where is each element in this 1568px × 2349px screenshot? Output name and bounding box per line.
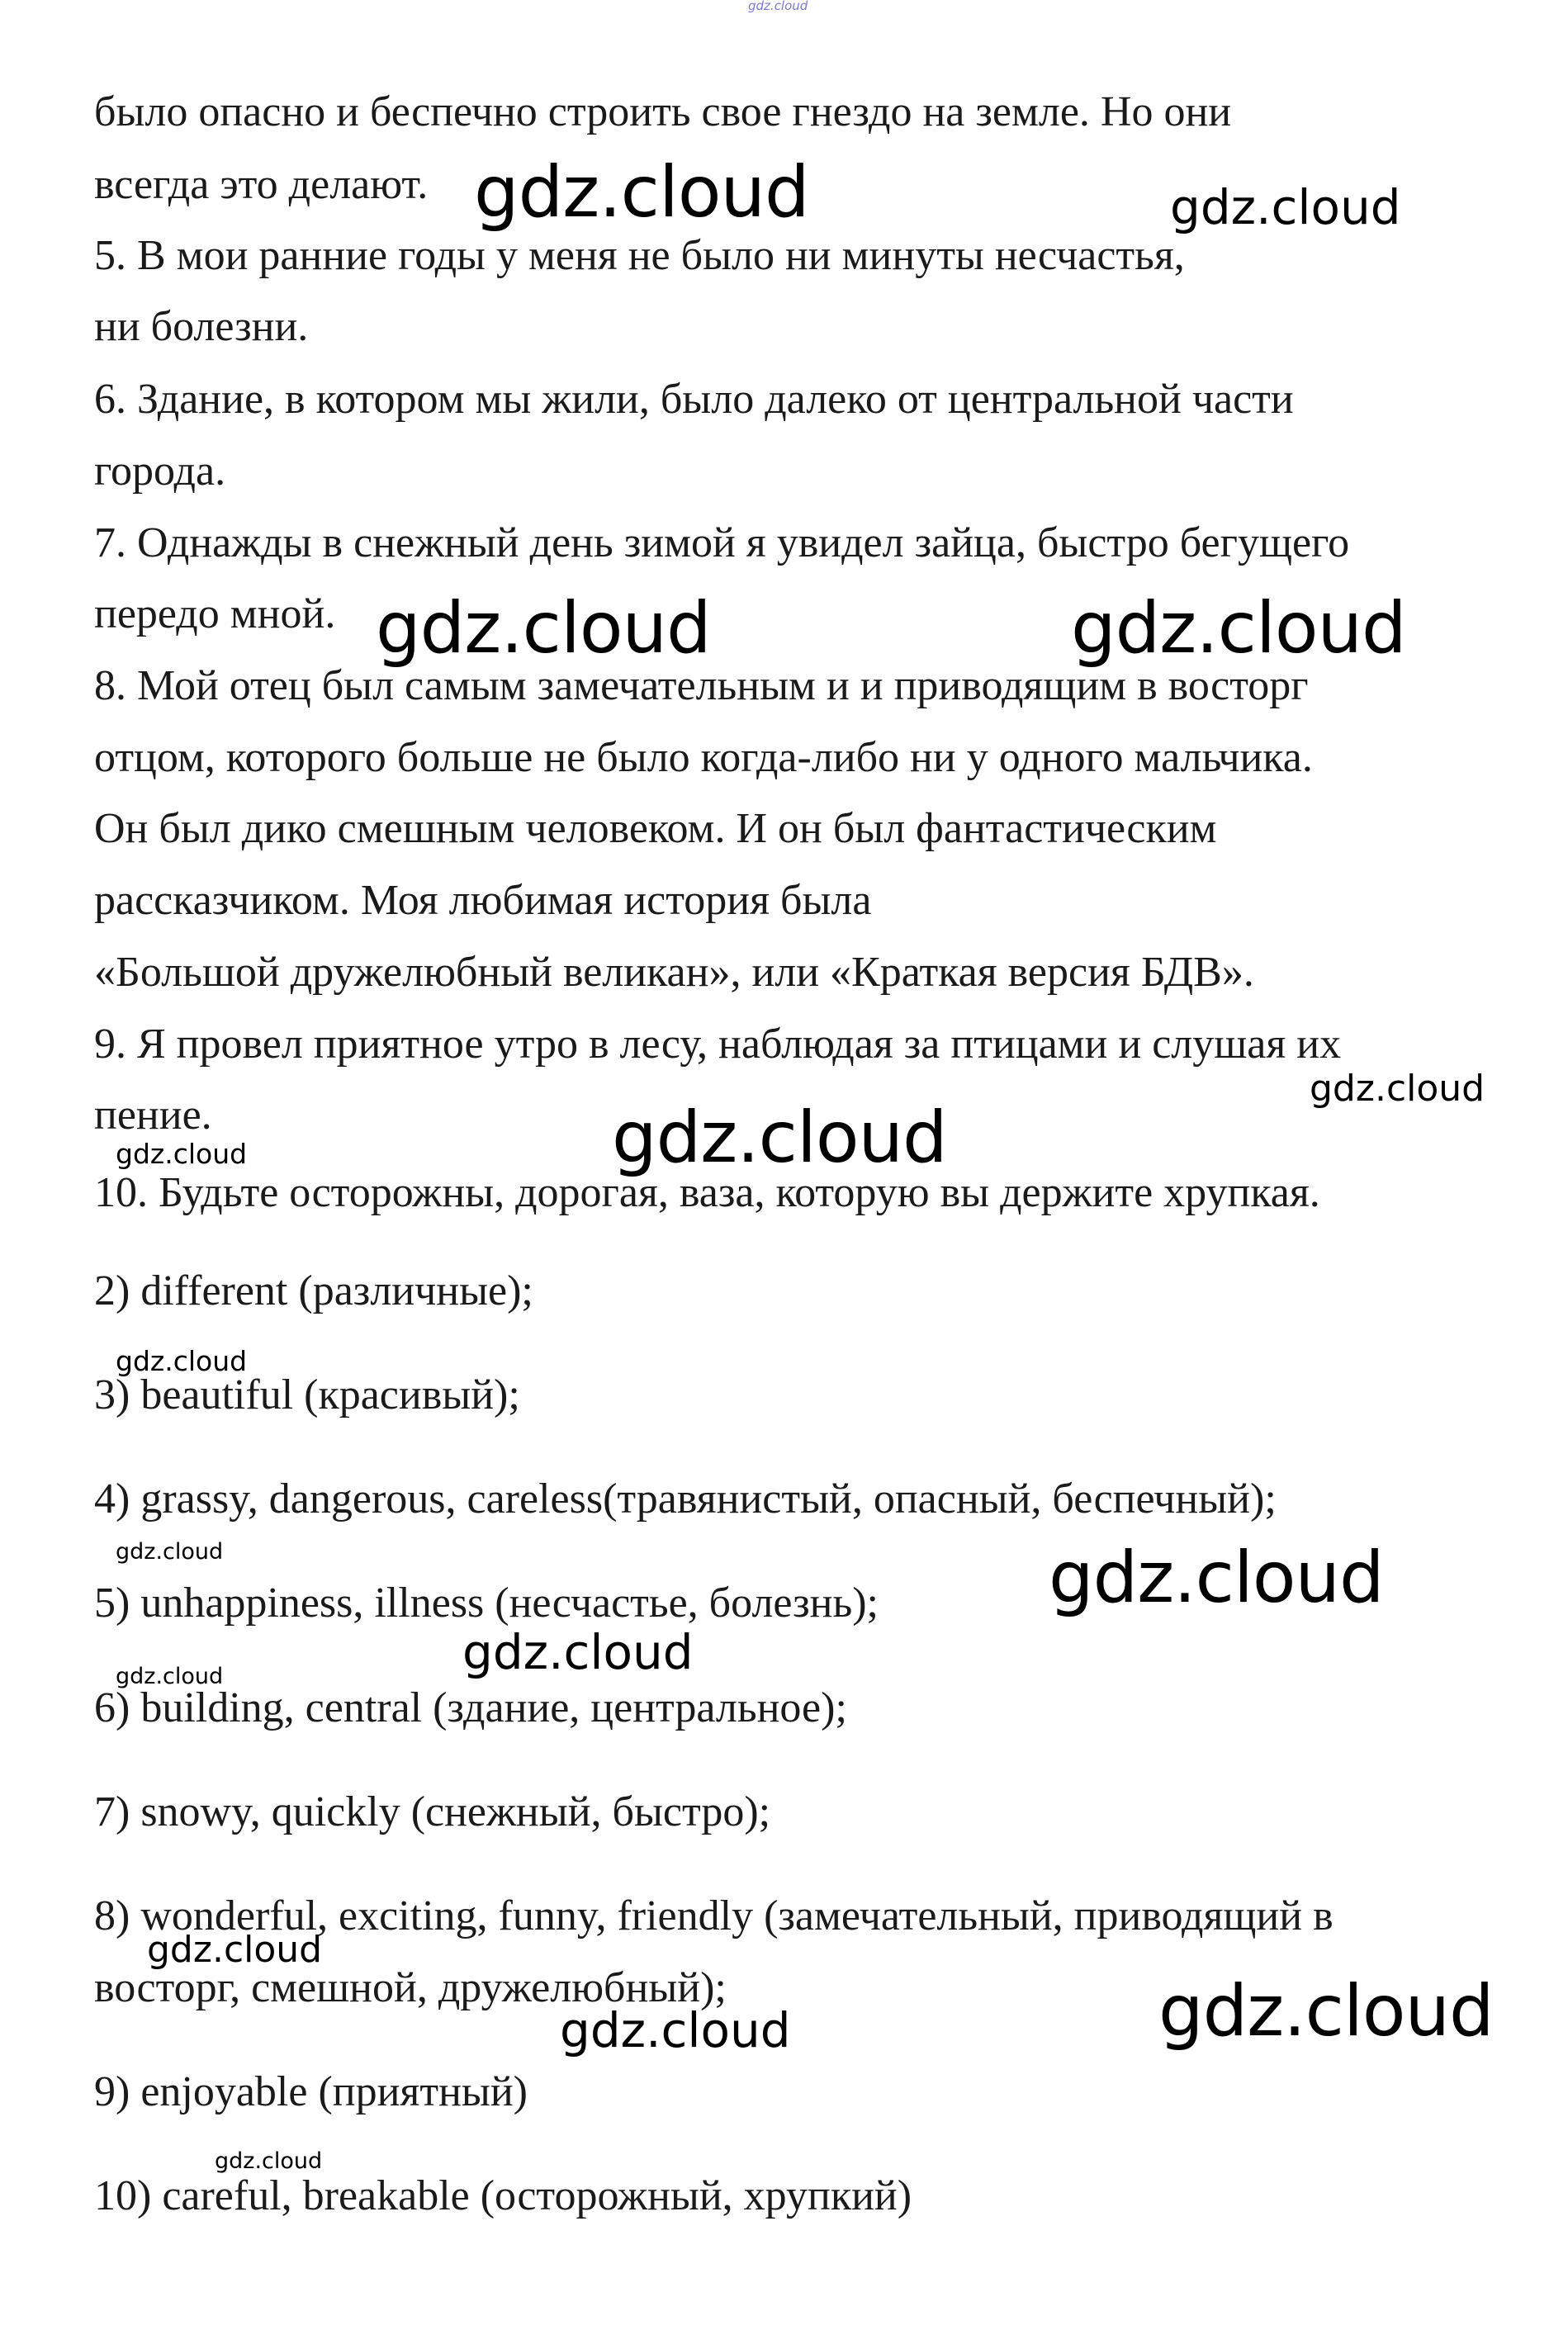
watermark: gdz.cloud	[462, 1624, 694, 1680]
answer-line: 6) building, central (здание, центральное);	[94, 1684, 847, 1731]
header-site-mark: gdz.cloud	[748, 0, 808, 13]
translation-line: было опасно и беспечно строить свое гнездо на земле. Но они	[94, 88, 1232, 135]
translation-line: 10. Будьте осторожны, дорогая, ваза, которую вы держите хрупкая.	[94, 1169, 1320, 1216]
translation-line: 6. Здание, в котором мы жили, было далеко от центральной части	[94, 376, 1294, 423]
translation-line: 5. В мои ранние годы у меня не было ни минуты несчастья,	[94, 232, 1185, 279]
translation-line: ни болезни.	[94, 303, 309, 350]
translation-line: 7. Однажды в снежный день зимой я увидел зайца, быстро бегущего	[94, 519, 1350, 566]
translation-line: 9. Я провел приятное утро в лесу, наблюдая за птицами и слушая их	[94, 1021, 1342, 1068]
translation-line: передо мной.	[94, 590, 336, 637]
answer-line: 3) beautiful (красивый);	[94, 1371, 520, 1418]
watermark: gdz.cloud	[612, 1096, 947, 1179]
answer-line: восторг, смешной, дружелюбный);	[94, 1964, 727, 2011]
answer-line: 8) wonderful, exciting, funny, friendly (замечательный, приводящий в	[94, 1892, 1334, 1939]
watermark: gdz.cloud	[560, 2002, 791, 2058]
translation-line: Он был дико смешным человеком. И он был фантастическим	[94, 805, 1217, 852]
answer-line: 10) careful, breakable (осторожный, хрупкий)	[94, 2172, 912, 2219]
answer-line: 9) enjoyable (приятный)	[94, 2068, 528, 2115]
translation-line: отцом, которого больше не было когда-либо ни у одного мальчика.	[94, 734, 1313, 781]
watermark: gdz.cloud	[116, 1664, 224, 1689]
watermark: gdz.cloud	[376, 587, 711, 670]
translation-line: города.	[94, 448, 226, 495]
watermark: gdz.cloud	[1310, 1068, 1485, 1110]
translation-line: рассказчиком. Моя любимая история была	[94, 877, 872, 924]
watermark: gdz.cloud	[1071, 587, 1406, 670]
answer-line: 7) snowy, quickly (снежный, быстро);	[94, 1788, 771, 1835]
translation-line: всегда это делают.	[94, 161, 429, 208]
watermark: gdz.cloud	[116, 1539, 224, 1565]
answer-line: 5) unhappiness, illness (несчастье, болезнь);	[94, 1579, 879, 1627]
watermark: gdz.cloud	[116, 1345, 248, 1377]
watermark: gdz.cloud	[116, 1138, 248, 1170]
watermark: gdz.cloud	[474, 151, 809, 234]
translation-line: «Большой дружелюбный великан», или «Краткая версия БДВ».	[94, 949, 1254, 996]
answer-line: 2) different (различные);	[94, 1267, 533, 1314]
translation-line: 8. Мой отец был самым замечательным и и приводящим в восторг	[94, 662, 1309, 709]
translation-line: пение.	[94, 1092, 212, 1139]
watermark: gdz.cloud	[215, 2148, 323, 2174]
watermark: gdz.cloud	[147, 1929, 323, 1971]
watermark: gdz.cloud	[1049, 1537, 1384, 1619]
watermark: gdz.cloud	[1170, 179, 1401, 235]
watermark: gdz.cloud	[1158, 1970, 1494, 2053]
answer-line: 4) grassy, dangerous, careless(травянистый, опасный, беспечный);	[94, 1475, 1277, 1523]
